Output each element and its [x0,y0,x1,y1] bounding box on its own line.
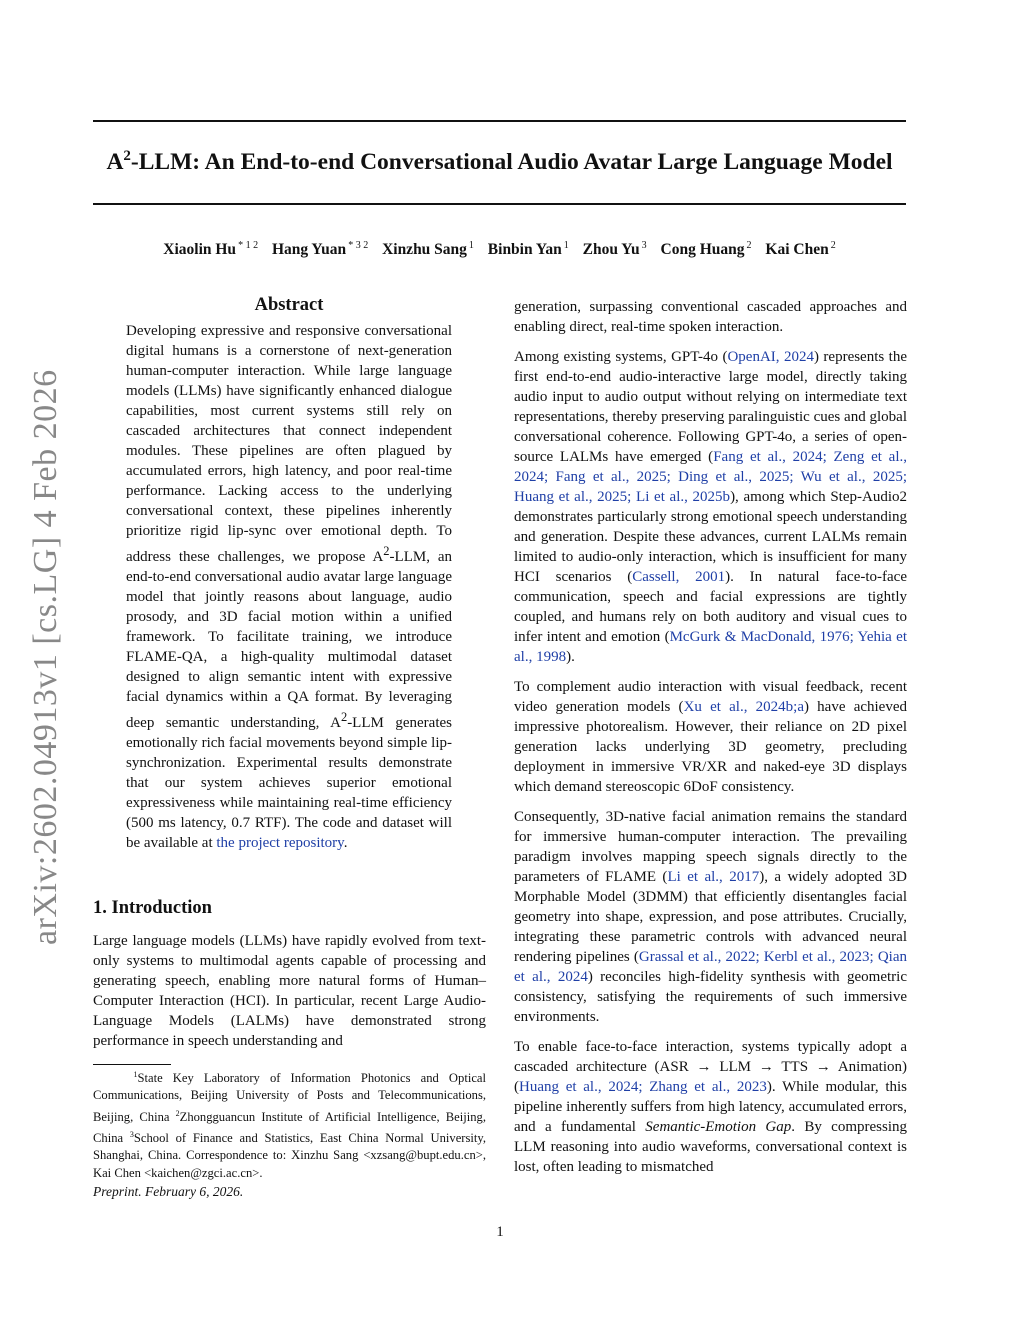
page-number: 1 [496,1224,504,1240]
author: Zhou Yu $^3$ [582,240,647,259]
paragraph: To enable face-to-face interaction, systems typically adopt a cascaded architecture (ASR → LLM → TTS → Animation) (Huang et al., 2024; Zhang et al., 2023). While modular, this pipeline inherently suffers from high latency, accumulated errors, and a fundamental Semantic-Emotion Gap. By compressing LLM reasoning into audio waveforms, conversational context is lost, often leading to mismatched [514,1039,908,1175]
citation-link[interactable]: OpenAI, 2024 [727,349,814,365]
paragraph: Consequently, 3D-native facial animation remains the standard for immersive human-computer interaction. The prevailing paradigm involves mapping speech signals directly to the parameters of FLAME (Li et al., 2017), a widely adopted 3D Morphable Model (3DMM) that efficiently disentangles facial geometry into shape, expression, and pose attributes. Crucially, integrating these parametric controls with advanced neural rendering pipelines (Grassal et al., 2022; Kerbl et al., 2023; Qian et al., 2024) reconciles high-fidelity synthesis with geometric consistency, satisfying the requirements of such immersive environments. [514,809,908,1025]
project-repository-link[interactable]: the project repository [216,835,344,851]
citation-link[interactable]: Li et al., 2017 [667,869,760,885]
title-top-rule [93,120,906,122]
arxiv-stamp: arXiv:2602.04913v1 [cs.LG] 4 Feb 2026 [27,369,64,945]
citation-link[interactable]: McGurk & MacDonald, 1976; Yehia et al., 1998 [514,629,907,665]
citation-link[interactable]: Cassell, 2001 [632,569,726,585]
footnote-divider [93,1064,171,1065]
introduction-heading: 1. Introduction [93,898,212,918]
paragraph: Among existing systems, GPT-4o (OpenAI, 2024) represents the first end-to-end audio-interactive large model, directly taking audio input to audio output without relying on intermediate text representations, thereby preserving paralinguistic cues and global conversational coherence. Following GPT-4o, a series of open-source LALMs have emerged (Fang et al., 2024; Zeng et al., 2024; Fang et al., 2025; Ding et al., 2025; Wu et al., 2025; Huang et al., 2025; Li et al., 2025b), among which Step-Audio2 demonstrates particularly strong emotional speech understanding and generation. Despite these advances, current LALMs remain limited to audio-only interaction, which is insufficient for many HCI scenarios (Cassell, 2001). In natural face-to-face communication, speech and facial expressions are tightly coupled, and humans rely on both auditory and visual cues to infer intent and emotion (McGurk & MacDonald, 1976; Yehia et al., 1998). [514,349,908,665]
preprint-note: Preprint. February 6, 2026. [93,1184,244,1199]
paragraph: generation, surpassing conventional cascaded approaches and enabling direct, real-time spoken interaction. [514,299,907,335]
title-bottom-rule [93,203,906,205]
author: Xinzhu Sang $^1$ [382,240,474,259]
paper-title: $A^2$-LLM: An End-to-end Conversational Audio Avatar Large Language Model [106,148,893,175]
citation-link[interactable]: Grassal et al., 2022; Kerbl et al., 2023; Qian et al., 2024 [514,949,908,985]
citation-link[interactable]: Huang et al., 2024; Zhang et al., 2023 [519,1079,767,1095]
paragraph: To complement audio interaction with visual feedback, recent video generation models (Xu et al., 2024b;a) have achieved impressive photorealism. However, their reliance on 2D pixel generation lacks underlying 3D geometry, precluding deployment in immersive VR/XR and naked-eye 3D displays which demand stereoscopic 6DoF consistency. [514,679,907,795]
author: Binbin Yan $^1$ [487,240,569,259]
right-column [514,297,907,1187]
affiliation-footnote: $^1$State Key Laboratory of Information Photonics and Optical Communications, Beijing University of Posts and Telecommunications, Beijing, China $^2$Zhongguancun Institute of Artificial Intelligence, Beijing, China $^3$School of Finance and Statistics, East China Normal University, Shanghai, China. Correspondence to: Xinzhu Sang <xzsang@bupt.edu.cn>, Kai Chen <kaichen@zgci.ac.cn>. [93,1070,487,1180]
author: Hang Yuan $^{* 3 2}$ [271,240,369,259]
abstract-heading: Abstract [254,295,324,315]
author-list [93,240,906,259]
author: Kai Chen $^2$ [765,240,836,259]
introduction-text: Large language models (LLMs) have rapidly evolved from text-only systems to multimodal agents capable of processing and generating speech, enabling more natural forms of Human–Computer Interaction (HCI). In particular, recent Large Audio-Language Models (LALMs) have demonstrated strong performance in speech understanding and [93,933,486,1049]
citation-link[interactable]: Xu et al., 2024b;a [683,699,804,715]
author: Xiaolin Hu $^{* 1 2}$ [163,240,259,259]
citation-link[interactable]: Fang et al., 2024; Zeng et al., 2024; Fang et al., 2025; Ding et al., 2025; Wu et al., 2025; Huang et al., 2025; Li et al., 2025b [514,449,908,505]
abstract-text: Developing expressive and responsive conversational digital humans is a cornerstone of next-generation human-computer interaction. While large language models (LLMs) have significantly enhanced dialogue capabilities, most current systems still rely on cascaded architectures that connect independent modules. These pipelines are often plagued by accumulated errors, high latency, and poor real-time performance. Lacking access to the underlying conversational context, these pipelines inherently prioritize rigid lip-sync over emotional depth. To address these challenges, we propose $A^2$-LLM, an end-to-end conversational audio avatar large language model that jointly reasons about language, audio prosody, and 3D facial motion within a unified framework. To facilitate training, we introduce FLAME-QA, a high-quality multimodal dataset designed to align semantic intent with expressive facial dynamics within a QA format. By leveraging deep semantic understanding, $A^2$-LLM generates emotionally rich facial movements beyond simple lip-synchronization. Experimental results demonstrate that our system achieves superior emotional expressiveness while maintaining real-time efficiency (500 ms latency, 0.7 RTF). The code and dataset will be available at the project repository. [126,323,452,851]
author: Cong Huang $^2$ [660,240,752,259]
